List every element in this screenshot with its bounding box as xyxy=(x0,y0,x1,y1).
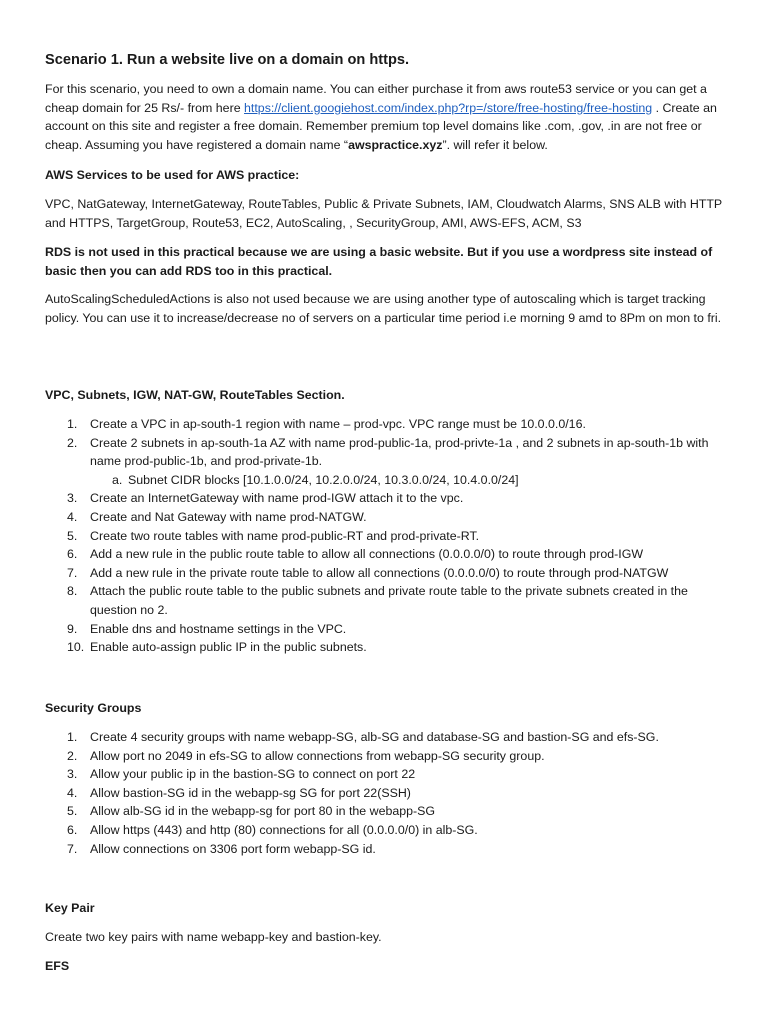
key-pair-heading: Key Pair xyxy=(45,901,95,915)
list-item-text: Allow your public ip in the bastion-SG to connect on port 22 xyxy=(90,767,416,782)
list-number: 3. xyxy=(67,491,78,506)
list-number: 10. xyxy=(67,640,85,655)
list-item-text: Enable auto-assign public IP in the public subnets. xyxy=(90,640,367,655)
list-item-text: Subnet CIDR blocks [10.1.0.0/24, 10.2.0.0/24, 10.3.0.0/24, 10.4.0.0/24] xyxy=(128,472,519,487)
free-hosting-link[interactable]: https://client.googiehost.com/index.php?rp=/store/free-hosting/free-hosting xyxy=(244,100,653,115)
intro-text-cont: . Create an account on this site and register a free domain. Remember premium top level domains like .com, .gov, .in are not free or cheap. Assuming you have registered a domain name “ xyxy=(45,100,717,152)
list-item xyxy=(45,784,725,803)
intro-text: For this scenario, you need to own a domain name. You can either purchase it from aws route53 service or you can get a cheap domain for 25 Rs/- from here xyxy=(45,82,707,115)
list-number: 1. xyxy=(67,730,78,744)
list-item xyxy=(45,564,725,583)
list-item-text: Create an InternetGateway with name prod-IGW attach it to the vpc. xyxy=(90,491,464,506)
list-number: 2. xyxy=(67,435,78,450)
list-number: 4. xyxy=(67,509,78,524)
list-item-text: Add a new rule in the private route table to allow all connections (0.0.0.0/0) to route through prod-NATGW xyxy=(90,565,669,580)
list-item xyxy=(45,582,725,619)
list-item-text: Create 4 security groups with name webapp-SG, alb-SG and database-SG and bastion-SG and efs-SG. xyxy=(90,730,659,744)
list-item-text: Create and Nat Gateway with name prod-NATGW. xyxy=(90,509,367,524)
list-item-text: Allow bastion-SG id in the webapp-sg SG for port 22(SSH) xyxy=(90,785,411,800)
list-item xyxy=(45,840,725,859)
list-number: 6. xyxy=(67,547,78,562)
list-item xyxy=(45,415,725,434)
list-item xyxy=(45,802,725,821)
services-heading: AWS Services to be used for AWS practice: xyxy=(45,168,300,182)
list-number: 6. xyxy=(67,822,78,837)
list-number: 4. xyxy=(67,785,78,800)
list-item xyxy=(45,765,725,784)
list-item-text: Create a VPC in ap-south-1 region with name – prod-vpc. VPC range must be 10.0.0.0/16. xyxy=(90,417,586,431)
list-item-text: Create two route tables with name prod-public-RT and prod-private-RT. xyxy=(90,528,480,543)
list-number: 9. xyxy=(67,621,78,636)
list-item xyxy=(45,434,725,490)
list-item-text: Allow connections on 3306 port form webapp-SG id. xyxy=(90,841,376,856)
list-item xyxy=(45,821,725,840)
vpc-steps-list xyxy=(45,415,725,657)
intro-paragraph xyxy=(45,80,725,154)
intro-text-end: ”. will refer it below. xyxy=(442,137,548,152)
list-number: 5. xyxy=(67,804,78,819)
list-number: 1. xyxy=(67,417,78,431)
list-number: 7. xyxy=(67,565,78,580)
security-groups-heading: Security Groups xyxy=(45,701,142,715)
list-item xyxy=(45,620,725,639)
list-item xyxy=(45,545,725,564)
sub-list xyxy=(90,471,725,490)
list-item xyxy=(45,728,725,747)
domain-name: awspractice.xyz xyxy=(348,137,443,152)
list-item xyxy=(45,508,725,527)
list-item-text: Attach the public route table to the public subnets and private route table to the private subnets created in the question no 2. xyxy=(90,584,688,617)
rds-note: RDS is not used in this practical because we are using a basic website. But if you use a wordpress site instead of basic then you can add RDS too in this practical. xyxy=(45,245,713,278)
efs-heading: EFS xyxy=(45,959,70,973)
list-number: 7. xyxy=(67,841,78,856)
list-item xyxy=(45,638,725,657)
key-pair-text: Create two key pairs with name webapp-key and bastion-key. xyxy=(45,930,382,944)
list-item-text: Allow alb-SG id in the webapp-sg for port 80 in the webapp-SG xyxy=(90,804,436,819)
list-number: 5. xyxy=(67,528,78,543)
sub-list-item xyxy=(90,471,725,490)
vpc-section-heading: VPC, Subnets, IGW, NAT-GW, RouteTables Section. xyxy=(45,388,345,402)
services-list: VPC, NatGateway, InternetGateway, RouteTables, Public & Private Subnets, IAM, Cloudwatch Alarms, SNS ALB with HTTP and HTTPS, TargetGroup, Route53, EC2, AutoScaling, , SecurityGroup, AMI, AWS-EFS, ACM, S3 xyxy=(45,197,722,230)
page-title: Scenario 1. Run a website live on a domain on https. xyxy=(45,52,410,68)
list-item xyxy=(45,747,725,766)
list-item-text: Enable dns and hostname settings in the VPC. xyxy=(90,621,347,636)
autoscaling-note: AutoScalingScheduledActions is also not used because we are using another type of autoscaling which is target tracking policy. You can use it to increase/decrease no of servers on a particular time period i.e morning 9 amd to 8Pm on mon to fri. xyxy=(45,292,722,325)
security-group-steps-list xyxy=(45,728,725,858)
list-number: 2. xyxy=(67,748,78,763)
list-number: 3. xyxy=(67,767,78,782)
list-item-text: Add a new rule in the public route table to allow all connections (0.0.0.0/0) to route through prod-IGW xyxy=(90,547,644,562)
list-item-text: Allow https (443) and http (80) connections for all (0.0.0.0/0) in alb-SG. xyxy=(90,822,478,837)
list-item-text: Allow port no 2049 in efs-SG to allow connections from webapp-SG security group. xyxy=(90,748,545,763)
list-number: 8. xyxy=(67,584,78,599)
list-number: a. xyxy=(112,472,123,487)
list-item xyxy=(45,489,725,508)
list-item xyxy=(45,527,725,546)
list-item-text: Create 2 subnets in ap-south-1a AZ with name prod-public-1a, prod-privte-1a , and 2 subnets in ap-south-1b with name prod-public-1b, and prod-private-1b. xyxy=(90,435,709,469)
